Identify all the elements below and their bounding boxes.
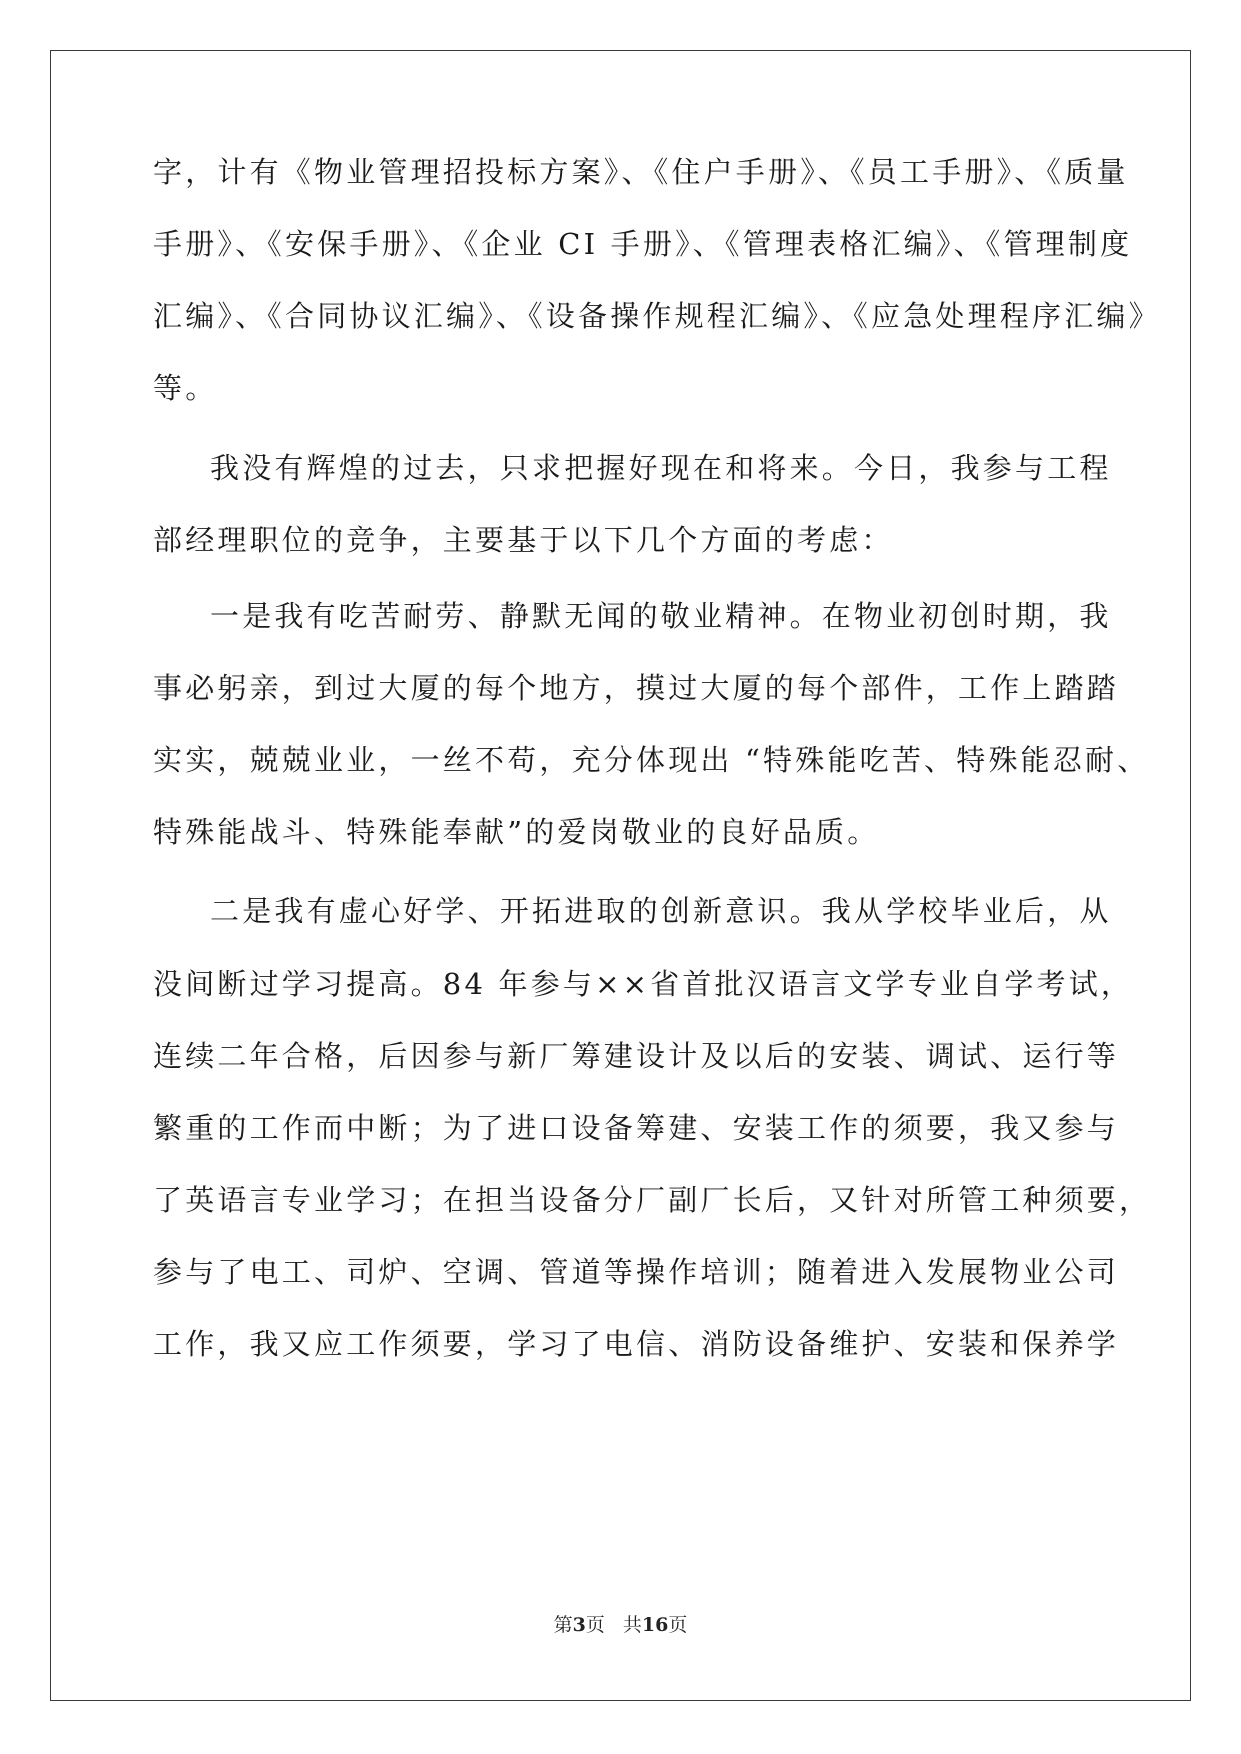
text-line: 事必躬亲，到过大厦的每个地方，摸过大厦的每个部件，工作上踏踏 bbox=[153, 671, 1120, 705]
paragraph-first-line: 我没有辉煌的过去，只求把握好现在和将来。今日，我参与工程 bbox=[210, 451, 1112, 485]
page-footer bbox=[0, 1613, 1241, 1637]
text-line: 连续二年合格，后因参与新厂筹建设计及以后的安装、调试、运行等 bbox=[153, 1039, 1120, 1073]
text-line: 特殊能战斗、特殊能奉献”的爱岗敬业的良好品质。 bbox=[153, 815, 880, 849]
text-line: 没间断过学习提高。84 年参与××省首批汉语言文学专业自学考试， bbox=[153, 967, 1134, 1001]
page-suffix: 页 bbox=[585, 1614, 605, 1636]
text-line: 等。 bbox=[153, 371, 218, 405]
total-page-count: 16 bbox=[641, 1614, 669, 1636]
page-prefix: 第 bbox=[553, 1614, 573, 1636]
text-line: 部经理职位的竞争，主要基于以下几个方面的考虑： bbox=[153, 523, 894, 557]
text-line: 繁重的工作而中断；为了进口设备筹建、安装工作的须要，我又参与 bbox=[153, 1111, 1120, 1145]
total-prefix: 共 bbox=[622, 1614, 642, 1636]
paragraph-first-line: 二是我有虚心好学、开拓进取的创新意识。我从学校毕业后，从 bbox=[210, 894, 1112, 928]
text-line: 工作，我又应工作须要，学习了电信、消防设备维护、安装和保养学 bbox=[153, 1327, 1120, 1361]
total-suffix: 页 bbox=[668, 1614, 688, 1636]
text-line: 参与了电工、司炉、空调、管道等操作培训；随着进入发展物业公司 bbox=[153, 1255, 1120, 1289]
text-line: 字，计有《物业管理招投标方案》、《住户手册》、《员工手册》、《质量 bbox=[153, 155, 1129, 189]
paragraph-first-line: 一是我有吃苦耐劳、静默无闻的敬业精神。在物业初创时期，我 bbox=[210, 599, 1112, 633]
text-line: 汇编》、《合同协议汇编》、《设备操作规程汇编》、《应急处理程序汇编》 bbox=[153, 299, 1161, 333]
text-line: 手册》、《安保手册》、《企业 CI 手册》、《管理表格汇编》、《管理制度 bbox=[153, 227, 1133, 261]
text-line: 了英语言专业学习；在担当设备分厂副厂长后，又针对所管工种须要， bbox=[153, 1183, 1152, 1217]
current-page-number: 3 bbox=[572, 1614, 586, 1636]
text-line: 实实，兢兢业业，一丝不苟，充分体现出 “特殊能吃苦、特殊能忍耐、 bbox=[153, 743, 1150, 777]
